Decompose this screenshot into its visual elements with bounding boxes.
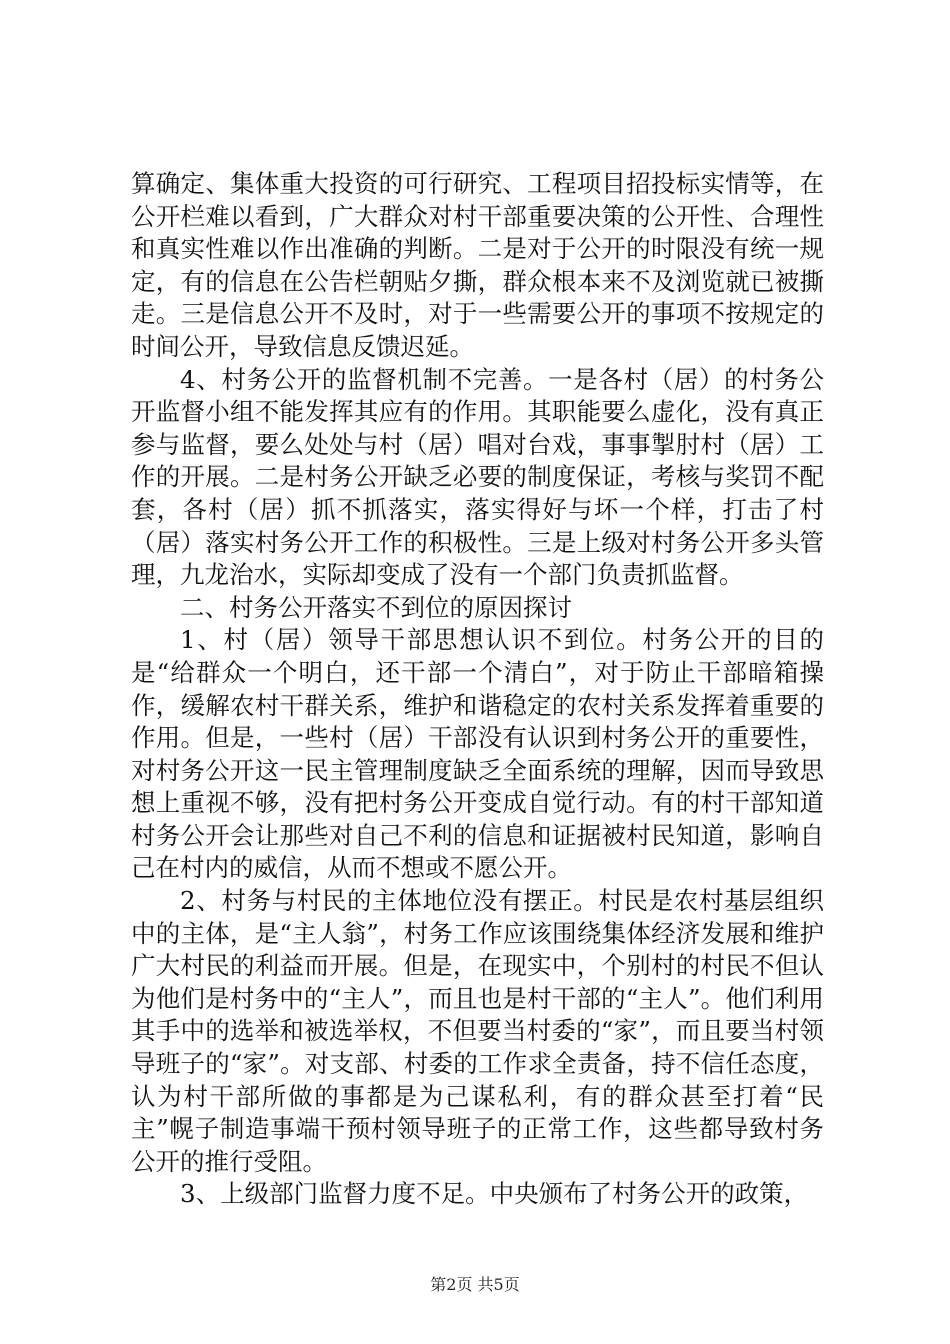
paragraph-supervision-mechanism: 4、村务公开的监督机制不完善。一是各村（居）的村务公开监督小组不能发挥其应有的作用。其职能要么虚化，没有真正参与监督，要么处处与村（居）唱对台戏，事事掣肘村（居）工作的开展。二是村务公开缺乏必要的制度保证，考核与奖罚不配套，各村（居）抓不抓落实，落实得好与坏一个样，打击了村（居）落实村务公开工作的积极性。三是上级对村务公开多头管理，九龙治水，实际却变成了没有一个部门负责抓监督。 <box>131 364 824 590</box>
paragraph-cadre-awareness: 1、村（居）领导干部思想认识不到位。村务公开的目的是“给群众一个明白，还干部一个清白”，对于防止干部暗箱操作，缓解农村干群关系，维护和谐稳定的农村关系发挥着重要的作用。但是，一些村（居）干部没有认识到村务公开的重要性，对村务公开这一民主管理制度缺乏全面系统的理解，因而导致思想上重视不够，没有把村务公开变成自觉行动。有的村干部知道村务公开会让那些对自己不利的信息和证据被村民知道，影响自己在村内的威信，从而不想或不愿公开。 <box>131 625 824 883</box>
page-number-footer: 第2页 共5页 <box>430 1275 520 1294</box>
document-body <box>131 168 824 1211</box>
paragraph-subject-status: 2、村务与村民的主体地位没有摆正。村民是农村基层组织中的主体，是“主人翁”，村务工作应该围绕集体经济发展和维护广大村民的利益而开展。但是，在现实中，个别村的村民不但认为他们是村务中的“主人”，而且也是村干部的“主人”。他们利用其手中的选举和被选举权，不但要当村委的“家”，而且要当村领导班子的“家”。对支部、村委的工作求全责备，持不信任态度，认为村干部所做的事都是为己谋私利，有的群众甚至打着“民主”幌子制造事端干预村领导班子的正常工作，这些都导致村务公开的推行受阻。 <box>131 886 824 1176</box>
section-heading: 二、村务公开落实不到位的原因探讨 <box>180 592 572 622</box>
paragraph-continuation: 算确定、集体重大投资的可行研究、工程项目招投标实情等，在公开栏难以看到，广大群众对村干部重要决策的公开性、合理性和真实性难以作出准确的判断。二是对于公开的时限没有统一规定，有的信息在公告栏朝贴夕撕，群众根本来不及浏览就已被撕走。三是信息公开不及时，对于一些需要公开的事项不按规定的时间公开，导致信息反馈迟延。 <box>131 169 824 361</box>
paragraph-supervision-strength: 3、上级部门监督力度不足。中央颁布了村务公开的政策， <box>180 1179 809 1209</box>
